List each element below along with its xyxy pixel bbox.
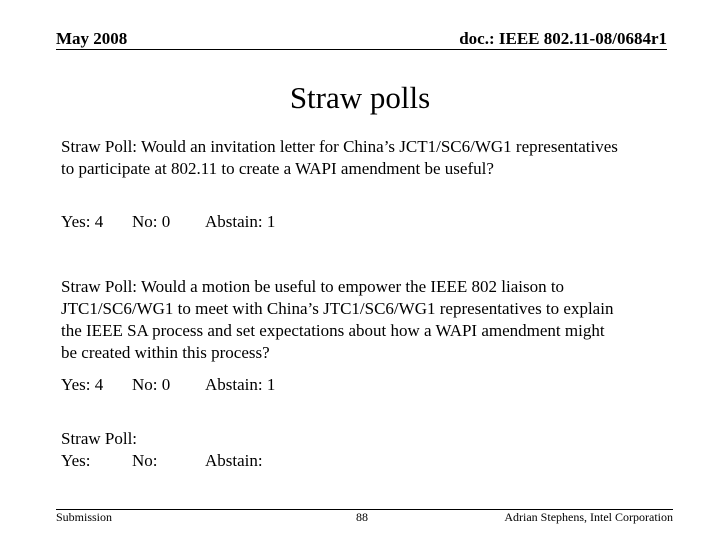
poll-2-yes: Yes: 4 <box>61 375 104 394</box>
poll-2-abstain: Abstain: 1 <box>205 375 276 394</box>
poll-2-no: No: 0 <box>132 375 171 394</box>
footer-page-number: 88 <box>356 510 368 524</box>
poll-3-question: Straw Poll: <box>61 429 138 448</box>
poll-3-results <box>61 450 381 472</box>
poll-1-no: No: 0 <box>132 212 171 231</box>
poll-1-yes: Yes: 4 <box>61 212 104 231</box>
poll-1-question: Straw Poll: Would an invitation letter for China’s JCT1/SC6/WG1 representatives to participate at 802.11 to create a WAPI amendment be useful? <box>61 137 618 178</box>
footer-author: Adrian Stephens, Intel Corporation <box>504 510 673 524</box>
poll-2-results <box>61 374 381 396</box>
poll-3-abstain: Abstain: <box>205 451 263 470</box>
poll-3-no: No: <box>132 451 158 470</box>
poll-1-results <box>61 211 381 233</box>
header-date: May 2008 <box>56 29 128 48</box>
header-doc-id: doc.: IEEE 802.11-08/0684r1 <box>459 29 667 48</box>
header-rule <box>56 49 667 50</box>
slide-title: Straw polls <box>289 80 431 115</box>
poll-1-abstain: Abstain: 1 <box>205 212 276 231</box>
footer-submission: Submission <box>56 510 113 524</box>
poll-2-question: Straw Poll: Would a motion be useful to empower the IEEE 802 liaison to JTC1/SC6/WG1 to meet with China’s JTC1/SC6/WG1 representatives to explain the IEEE SA process and set expectations about how a WAPI amendment might be created within this process? <box>61 277 614 362</box>
poll-3-yes: Yes: <box>61 451 91 470</box>
